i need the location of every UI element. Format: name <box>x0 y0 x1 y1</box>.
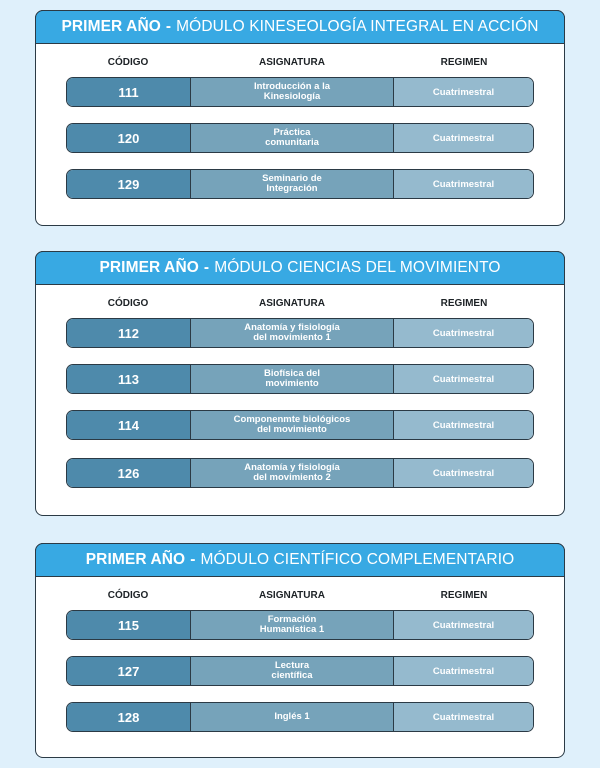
header-separator: - <box>203 259 210 276</box>
header-separator: - <box>165 18 172 35</box>
table-row <box>66 702 534 732</box>
table-row <box>66 123 534 153</box>
course-subject: Componenmte biológicos del movimiento <box>191 411 394 439</box>
column-header-regime: REGIMEN <box>440 57 488 68</box>
section-header <box>35 543 565 577</box>
course-code: 127 <box>67 657 191 685</box>
course-regime: Cuatrimestral <box>394 365 533 393</box>
table-row <box>66 169 534 199</box>
column-header-code: CÓDIGO <box>107 57 149 68</box>
module-title: MÓDULO CIENTÍFICO COMPLEMENTARIO <box>200 551 515 568</box>
year-label: PRIMER AÑO <box>61 18 161 35</box>
module-title: MÓDULO KINESEOLOGÍA INTEGRAL EN ACCIÓN <box>176 18 539 35</box>
course-code: 111 <box>67 78 191 106</box>
table-row <box>66 364 534 394</box>
table-row <box>66 318 534 348</box>
course-regime: Cuatrimestral <box>394 703 533 731</box>
course-code: 128 <box>67 703 191 731</box>
table-row <box>66 410 534 440</box>
course-code: 126 <box>67 459 191 487</box>
course-regime: Cuatrimestral <box>394 611 533 639</box>
course-regime: Cuatrimestral <box>394 78 533 106</box>
section-header <box>35 251 565 285</box>
column-header-subject: ASIGNATURA <box>259 57 325 68</box>
column-header-subject: ASIGNATURA <box>259 298 325 309</box>
column-header-subject: ASIGNATURA <box>259 590 325 601</box>
course-subject: Inglés 1 <box>191 703 394 731</box>
module-title: MÓDULO CIENCIAS DEL MOVIMIENTO <box>214 259 501 276</box>
column-header-code: CÓDIGO <box>107 298 149 309</box>
course-code: 115 <box>67 611 191 639</box>
course-subject: Formación Humanística 1 <box>191 611 394 639</box>
table-row <box>66 656 534 686</box>
column-header-code: CÓDIGO <box>107 590 149 601</box>
course-subject: Anatomía y fisiología del movimiento 1 <box>191 319 394 347</box>
course-code: 114 <box>67 411 191 439</box>
header-separator: - <box>190 551 196 568</box>
course-regime: Cuatrimestral <box>394 170 533 198</box>
module-section-1 <box>35 10 565 226</box>
course-subject: Seminario de Integración <box>191 170 394 198</box>
course-subject: Práctica comunitaria <box>191 124 394 152</box>
column-header-regime: REGIMEN <box>440 298 488 309</box>
course-subject: Biofísica del movimiento <box>191 365 394 393</box>
table-row <box>66 610 534 640</box>
course-code: 120 <box>67 124 191 152</box>
course-code: 112 <box>67 319 191 347</box>
table-row <box>66 458 534 488</box>
module-section-3 <box>35 543 565 758</box>
course-regime: Cuatrimestral <box>394 411 533 439</box>
course-subject: Introducción a la Kinesiología <box>191 78 394 106</box>
year-label: PRIMER AÑO <box>99 259 199 276</box>
table-row <box>66 77 534 107</box>
year-label: PRIMER AÑO <box>85 551 186 568</box>
course-subject: Lectura científica <box>191 657 394 685</box>
course-code: 129 <box>67 170 191 198</box>
section-header <box>35 10 565 44</box>
column-header-regime: REGIMEN <box>440 590 488 601</box>
module-section-2 <box>35 251 565 516</box>
course-regime: Cuatrimestral <box>394 124 533 152</box>
course-regime: Cuatrimestral <box>394 319 533 347</box>
course-regime: Cuatrimestral <box>394 459 533 487</box>
course-regime: Cuatrimestral <box>394 657 533 685</box>
course-subject: Anatomía y fisiología del movimiento 2 <box>191 459 394 487</box>
course-code: 113 <box>67 365 191 393</box>
